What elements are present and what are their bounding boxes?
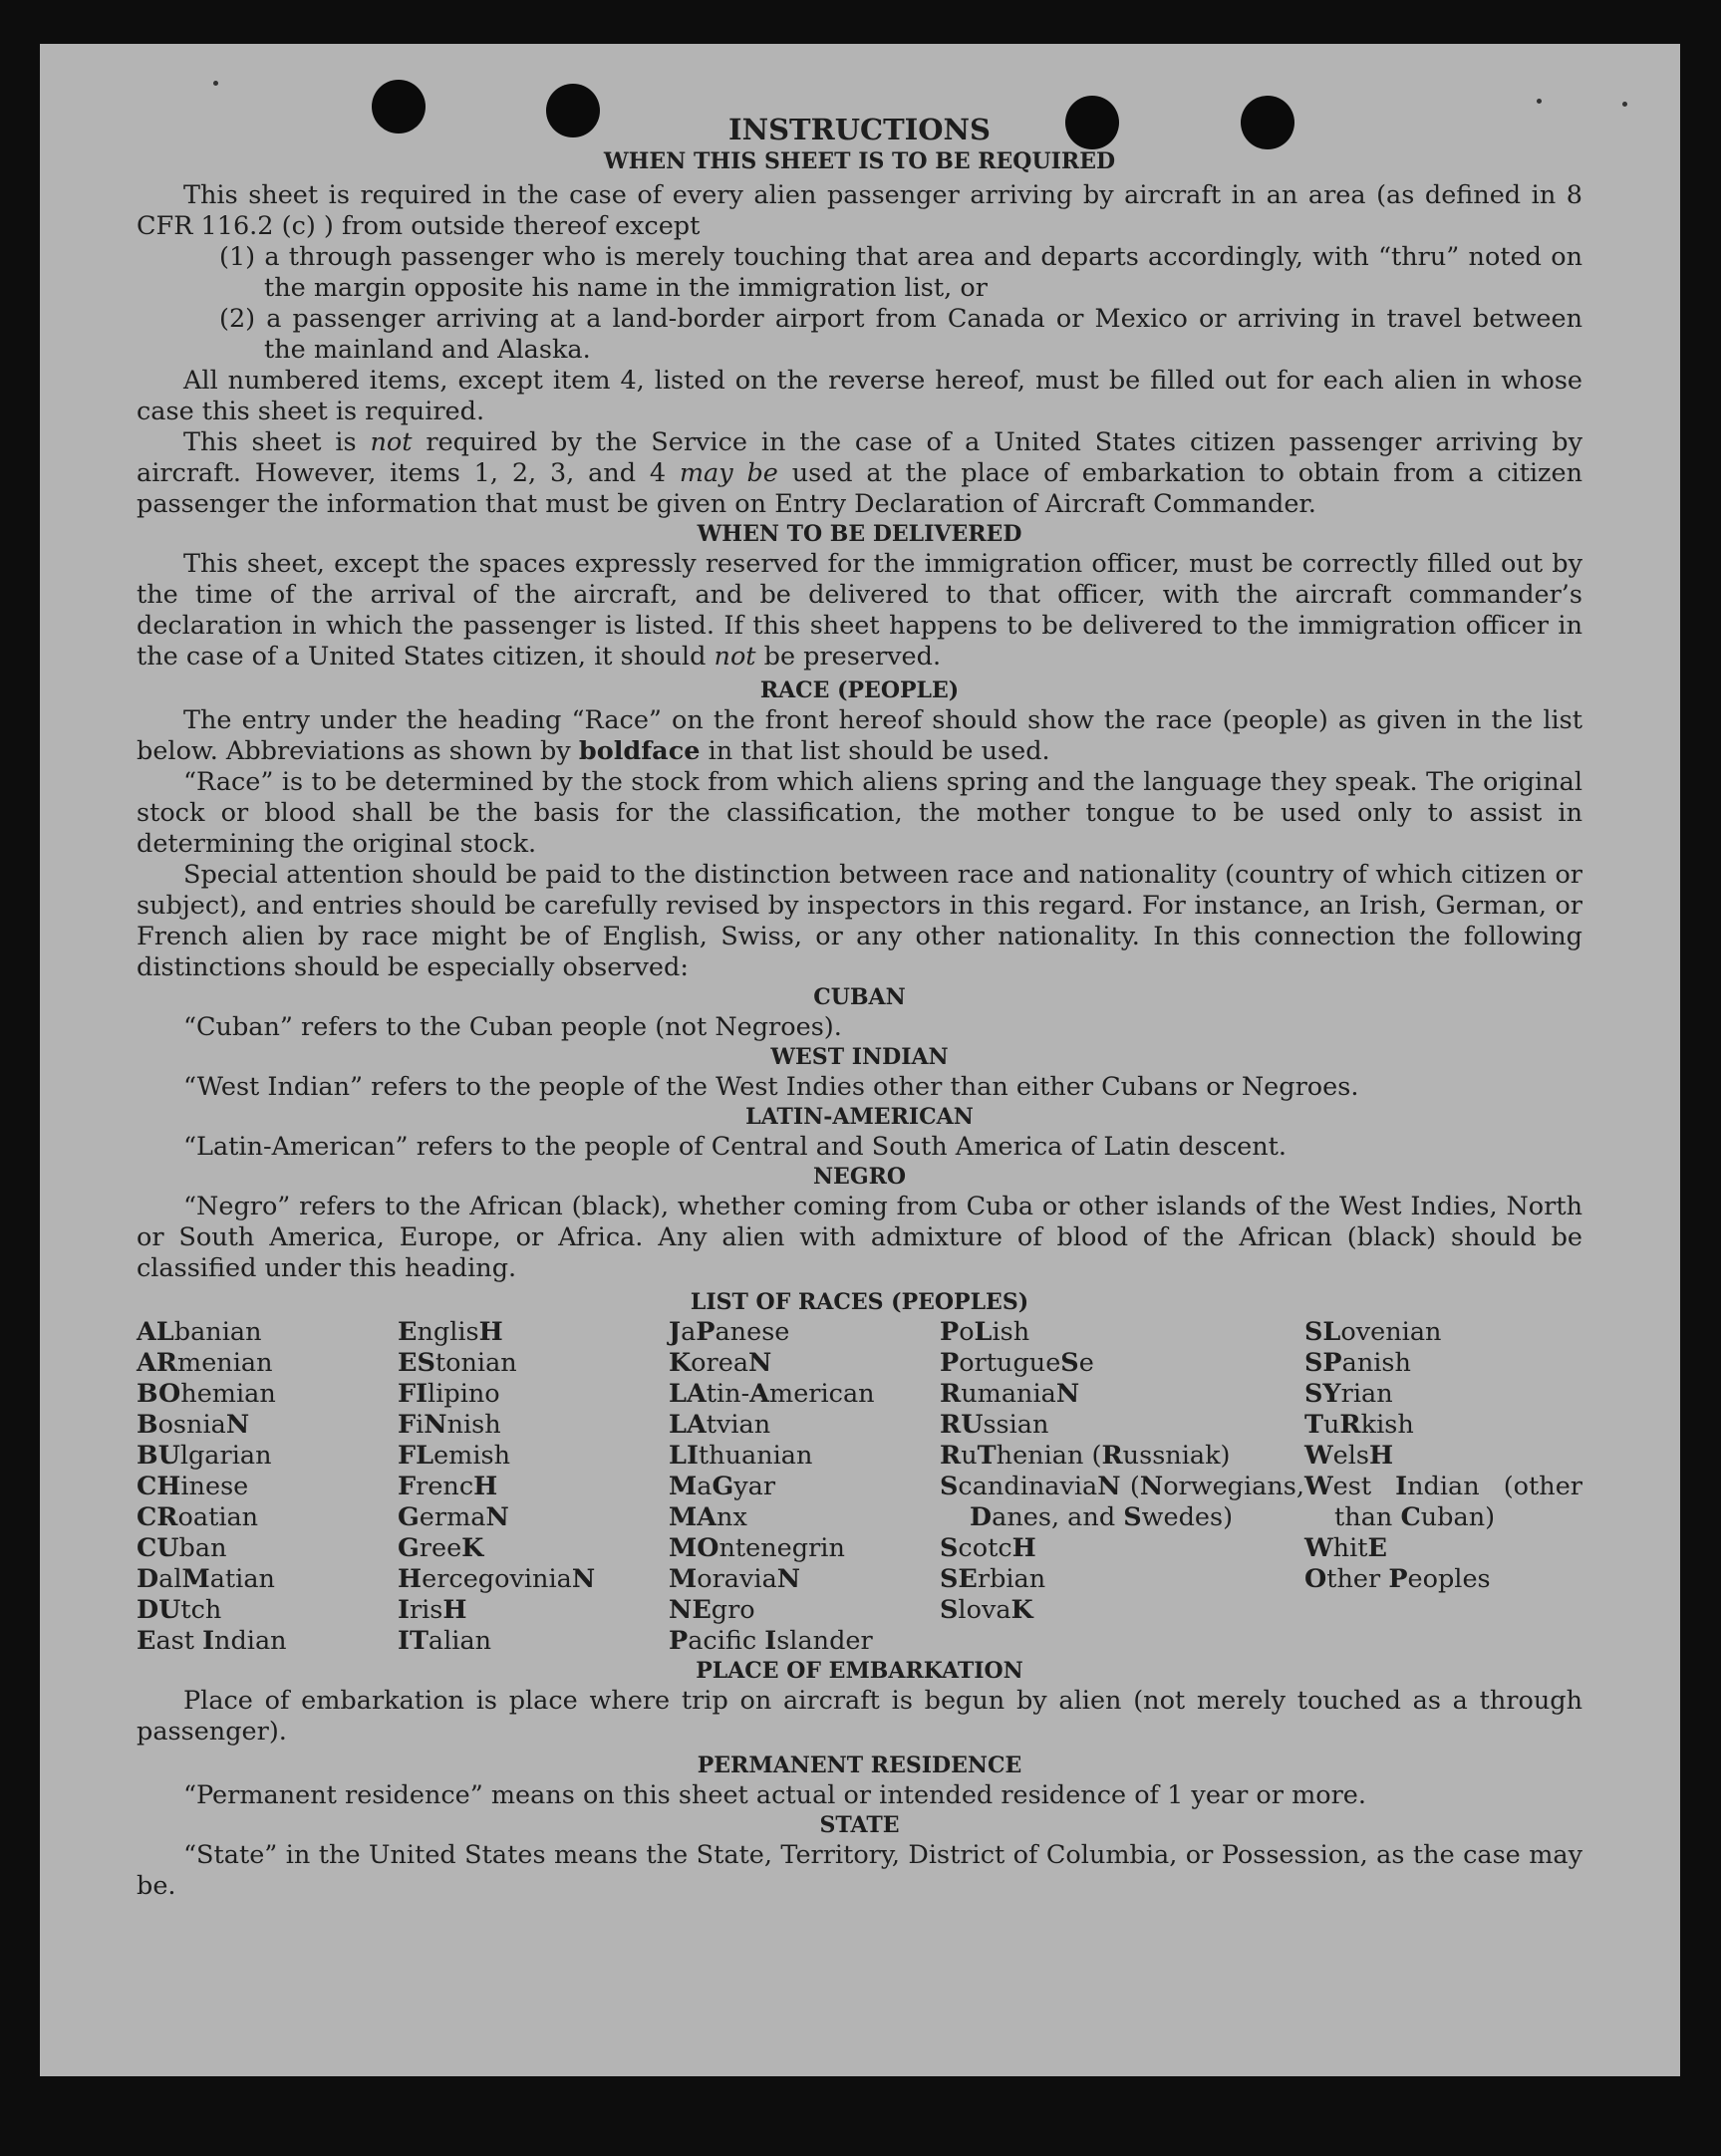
race-item: TuRkish xyxy=(1304,1410,1414,1440)
race-item: MoraviaN xyxy=(669,1564,801,1594)
residence-text: “Permanent residence” means on this sheet actual or intended residence of 1 year or more. xyxy=(183,1780,1366,1810)
race-item: SPanish xyxy=(1304,1348,1411,1378)
race-item: JaPanese xyxy=(669,1317,790,1347)
heading-negro: NEGRO xyxy=(812,1164,907,1190)
speck xyxy=(213,81,218,86)
race-item: ScandinaviaN (Norwegians, Danes, and Swedes) xyxy=(940,1472,1304,1532)
race-item: PortugueSe xyxy=(940,1348,1094,1378)
heading-cuban: CUBAN xyxy=(813,984,906,1010)
state-text: “State” in the United States means the State, Territory, District of Columbia, or Possession, as the case may be. xyxy=(137,1840,1582,1901)
race-item: LAtin-American xyxy=(669,1379,875,1409)
latin-american-text: “Latin-American” refers to the people of Central and South America of Latin descent. xyxy=(183,1132,1288,1162)
race-item: MOntenegrin xyxy=(669,1533,845,1563)
heading-state: STATE xyxy=(819,1812,900,1838)
race-item: SlovaK xyxy=(940,1595,1033,1625)
heading-delivered: WHEN TO BE DELIVERED xyxy=(697,521,1022,547)
race-item: FiNnish xyxy=(398,1410,501,1440)
race-item: WhitE xyxy=(1304,1533,1387,1563)
heading-list-of-races: LIST OF RACES (PEOPLES) xyxy=(690,1289,1029,1315)
heading-race: RACE (PEOPLE) xyxy=(759,677,960,703)
race-item: SYrian xyxy=(1304,1379,1393,1409)
race-item: PoLish xyxy=(940,1317,1030,1347)
required-intro: This sheet is required in the case of every alien passenger arriving by aircraft in an area (as defined in 8 CFR 116.2 (c) ) from outside thereof except xyxy=(137,180,1582,241)
race-item: RuThenian (Russniak) xyxy=(940,1441,1231,1471)
race-item: SLovenian xyxy=(1304,1317,1442,1347)
heading-required: WHEN THIS SHEET IS TO BE REQUIRED xyxy=(603,148,1116,174)
race-item: FrencH xyxy=(398,1472,498,1501)
heading-residence: PERMANENT RESIDENCE xyxy=(697,1752,1022,1778)
race-column xyxy=(1304,1317,1582,1657)
race-item: MAnx xyxy=(669,1502,747,1532)
heading-west-indian: WEST INDIAN xyxy=(770,1044,949,1070)
embarkation-text: Place of embarkation is place where trip on aircraft is begun by alien (not merely touched as a through passenger). xyxy=(137,1686,1582,1747)
race-column xyxy=(940,1317,1304,1657)
race-item: ScotcH xyxy=(940,1533,1036,1563)
race-item: East Indian xyxy=(137,1626,287,1656)
race-column xyxy=(669,1317,940,1657)
race-item: IrisH xyxy=(398,1595,467,1625)
delivered-paragraph: This sheet, except the spaces expressly reserved for the immigration officer, must be correctly filled out by the time of the arrival of the aircraft, and be delivered to that officer, with the aircraft commander’s declaration in which the passenger is listed. If this sheet happens to be delivered to the immigration officer in the case of a United States citizen, it should not be preserved. xyxy=(137,549,1582,672)
race-item: GermaN xyxy=(398,1502,509,1532)
required-paragraph-3: This sheet is not required by the Service in the case of a United States citizen passenger arriving by aircraft. However, items 1, 2, 3, and 4 may be used at the place of embarkation to obtain from a citizen passenger the information that must be given on Entry Declaration of Aircraft Commander. xyxy=(137,427,1583,519)
race-item: MaGyar xyxy=(669,1472,776,1501)
race-item: RUssian xyxy=(940,1410,1049,1440)
race-item: West Indian (other than Cuban) xyxy=(1304,1472,1582,1532)
heading-latin-american: LATIN-AMERICAN xyxy=(745,1104,974,1130)
required-item-1: (1) a through passenger who is merely touching that area and departs accordingly, with “thru” noted on the margin opposite his name in the immigration list, or xyxy=(219,242,1582,303)
race-item: ALbanian xyxy=(137,1317,262,1347)
race-paragraph-2: “Race” is to be determined by the stock from which aliens spring and the language they speak. The original stock or blood shall be the basis for the classification, the mother tongue to be used only to assist in determining the original stock. xyxy=(137,767,1582,859)
race-item: EStonian xyxy=(398,1348,517,1378)
race-column xyxy=(137,1317,398,1657)
race-paragraph-1: The entry under the heading “Race” on the front hereof should show the race (people) as given in the list below. Abbreviations as shown by boldface in that list should be used. xyxy=(137,705,1582,766)
race-item: KoreaN xyxy=(669,1348,772,1378)
speck xyxy=(1622,102,1627,107)
document-sheet xyxy=(40,44,1680,2076)
required-paragraph-2: All numbered items, except item 4, listed on the reverse hereof, must be filled out for each alien in whose case this sheet is required. xyxy=(137,366,1582,426)
race-column xyxy=(398,1317,669,1657)
race-item: BOhemian xyxy=(137,1379,276,1409)
required-item-2: (2) a passenger arriving at a land-border airport from Canada or Mexico or arriving in travel between the mainland and Alaska. xyxy=(219,304,1582,365)
race-item: Pacifc Islander xyxy=(669,1626,873,1656)
race-item: BUlgarian xyxy=(137,1441,272,1471)
race-item: CHinese xyxy=(137,1472,249,1501)
race-item: BosniaN xyxy=(137,1410,250,1440)
race-item: DalMatian xyxy=(137,1564,275,1594)
race-item: WelsH xyxy=(1304,1441,1394,1471)
race-item: LAtvian xyxy=(669,1410,771,1440)
race-item: CRoatian xyxy=(137,1502,259,1532)
race-item: GreeK xyxy=(398,1533,484,1563)
race-item: EnglisH xyxy=(398,1317,503,1347)
race-item: ITalian xyxy=(398,1626,492,1656)
race-item: SErbian xyxy=(940,1564,1046,1594)
race-item: Other Peoples xyxy=(1304,1564,1491,1594)
race-item: CUban xyxy=(137,1533,227,1563)
race-item: FIlipino xyxy=(398,1379,500,1409)
cuban-text: “Cuban” refers to the Cuban people (not Negroes). xyxy=(183,1012,842,1042)
race-item: NEgro xyxy=(669,1595,755,1625)
heading-embarkation: PLACE OF EMBARKATION xyxy=(696,1658,1023,1684)
race-list xyxy=(137,1317,1582,1657)
race-item: ARmenian xyxy=(137,1348,273,1378)
race-item: HercegoviniaN xyxy=(398,1564,596,1594)
race-item: LIthuanian xyxy=(669,1441,813,1471)
document-body xyxy=(137,106,1582,1902)
race-item: FLemish xyxy=(398,1441,511,1471)
race-item: RumaniaN xyxy=(940,1379,1080,1409)
race-item: DUtch xyxy=(137,1595,222,1625)
race-paragraph-3: Special attention should be paid to the distinction between race and nationality (country of which citizen or subject), and entries should be carefully revised by inspectors in this regard. For instance, an Irish, German, or French alien by race might be of English, Swiss, or any other nationality. In this connection the following distinctions should be especially observed: xyxy=(137,860,1582,982)
speck xyxy=(1537,99,1542,104)
negro-text: “Negro” refers to the African (black), whether coming from Cuba or other islands of the West Indies, North or South America, Europe, or Africa. Any alien with admixture of blood of the African (black) should be classified under this heading. xyxy=(137,1192,1582,1283)
west-indian-text: “West Indian” refers to the people of the West Indies other than either Cubans or Negroes. xyxy=(183,1072,1359,1102)
document-title: INSTRUCTIONS xyxy=(728,113,991,146)
